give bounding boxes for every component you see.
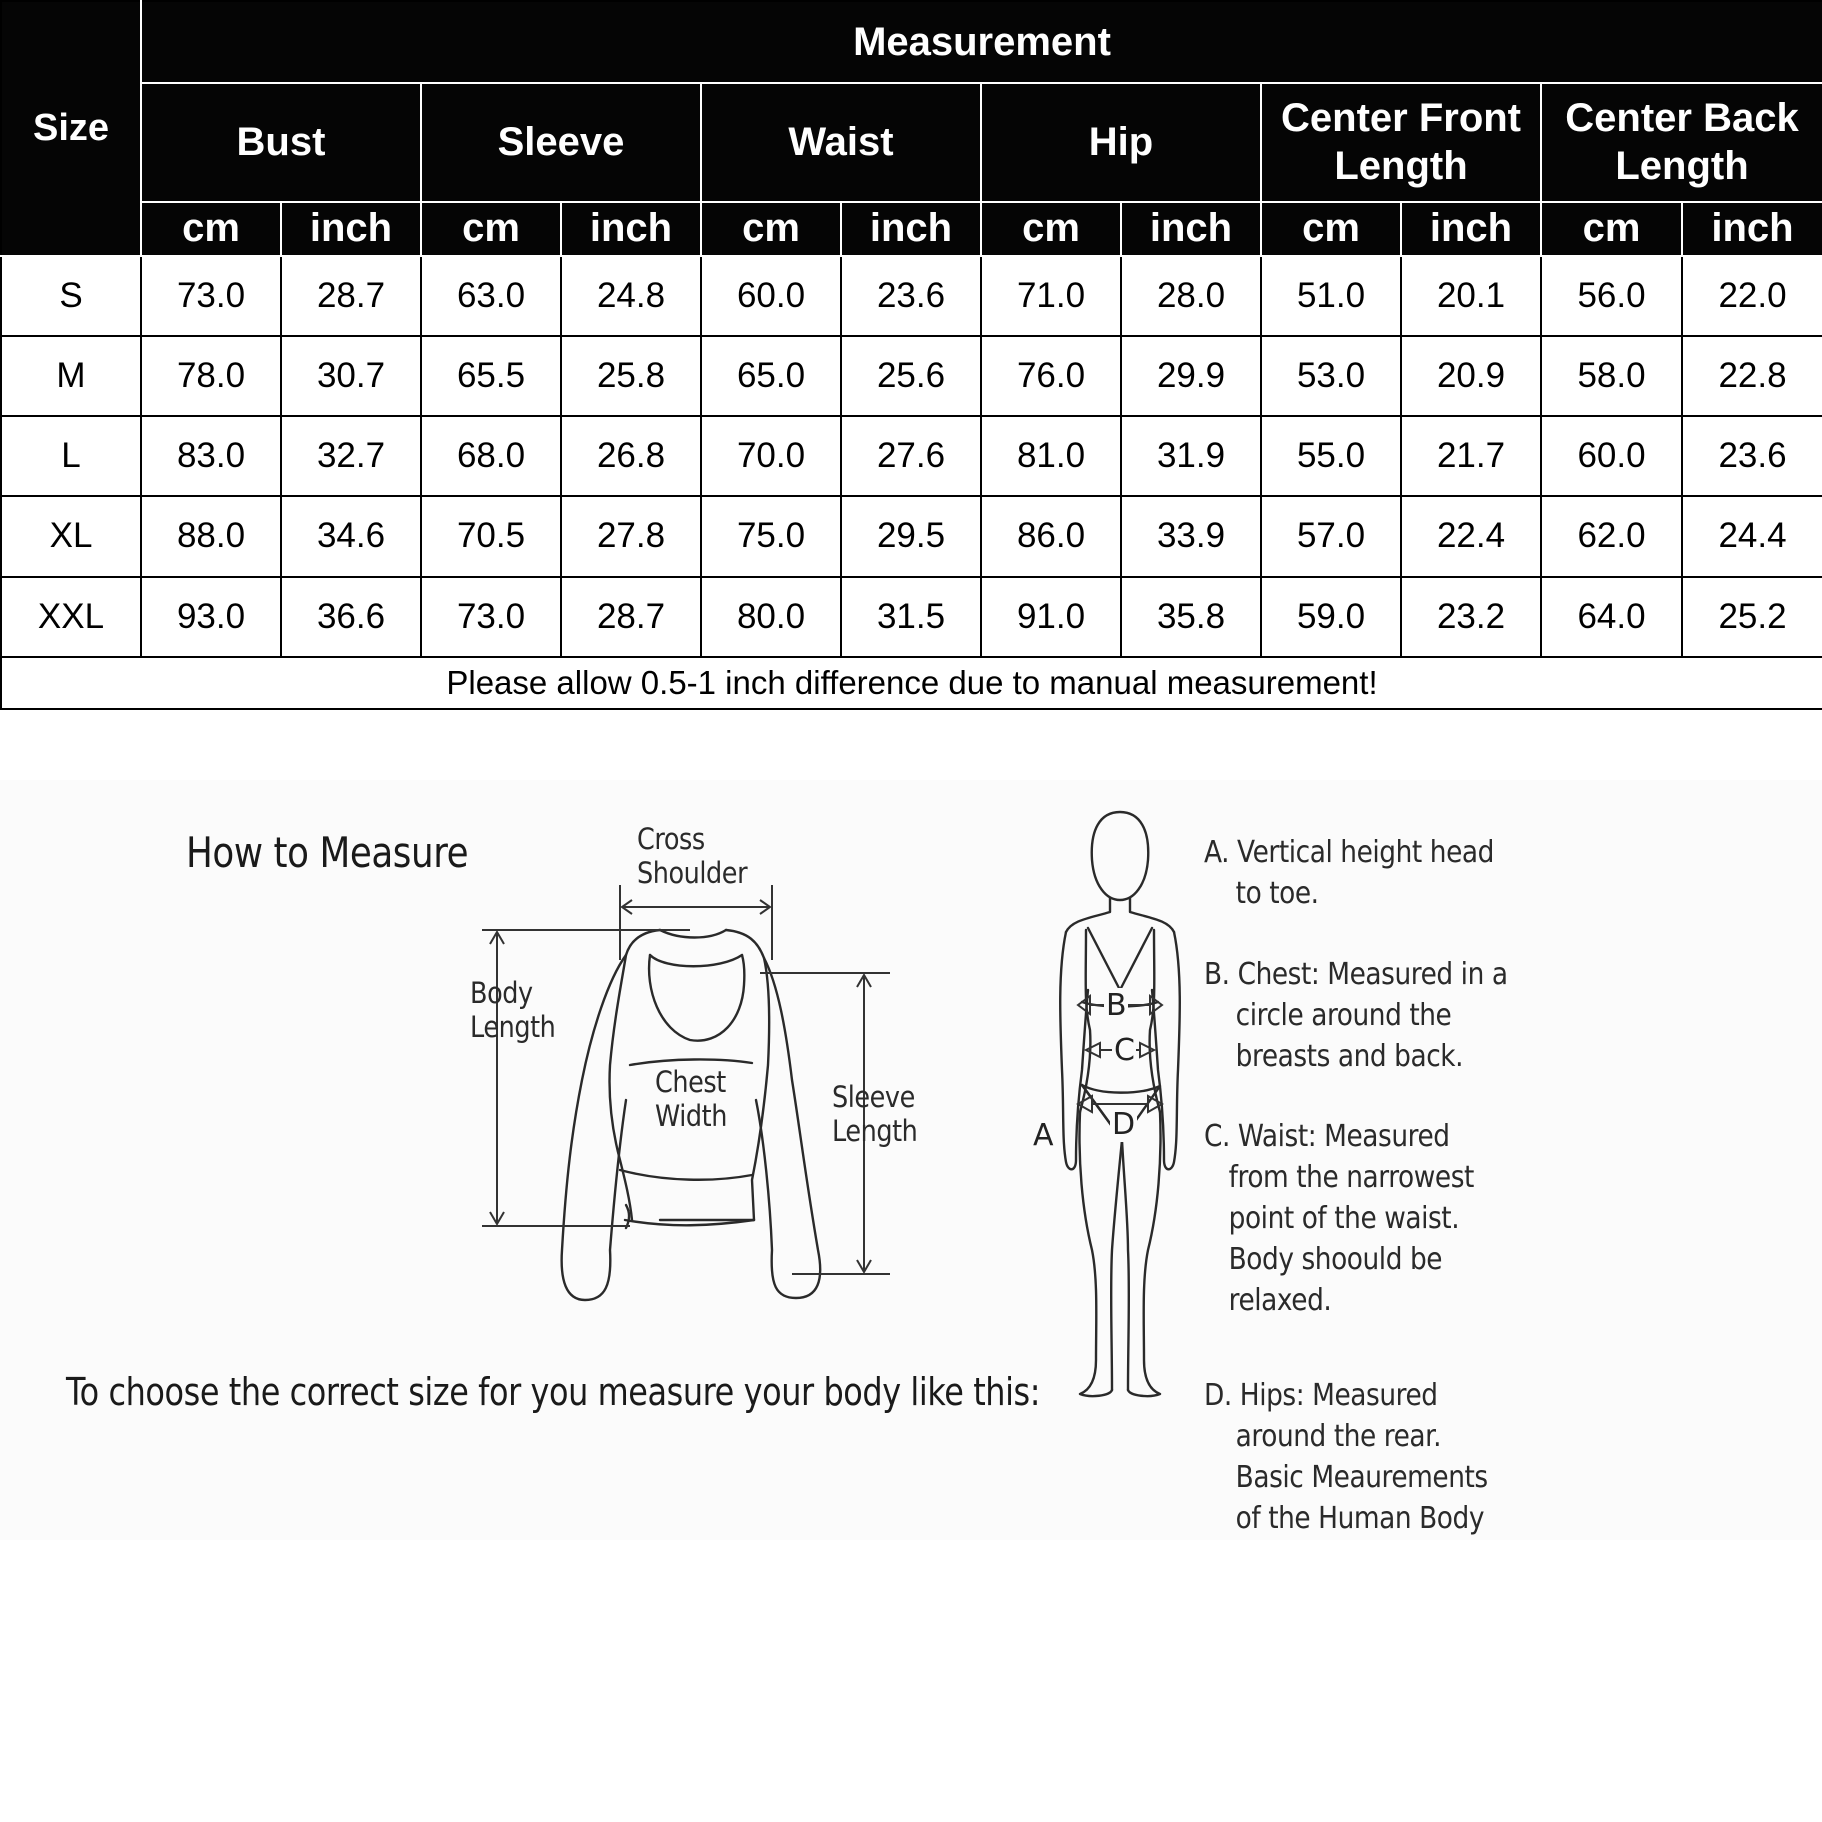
description-a: A. Vertical height head to toe.: [1204, 835, 1494, 911]
group-header-waist: Waist: [701, 83, 981, 201]
value-cell: 75.0: [701, 496, 841, 576]
unit-header-inch: inch: [1682, 202, 1822, 256]
unit-header-inch: inch: [1401, 202, 1541, 256]
description-d: D. Hips: Measured around the rear. Basic Meaurements of the Human Body: [1204, 1378, 1488, 1536]
value-cell: 78.0: [141, 336, 281, 416]
unit-header-cm: cm: [141, 202, 281, 256]
value-cell: 22.0: [1682, 256, 1822, 336]
value-cell: 86.0: [981, 496, 1121, 576]
description-b: B. Chest: Measured in a circle around the breasts and back.: [1204, 957, 1508, 1074]
how-to-measure-title: How to Measure: [186, 828, 469, 877]
value-cell: 27.6: [841, 416, 981, 496]
group-header-hip: Hip: [981, 83, 1261, 201]
value-cell: 29.5: [841, 496, 981, 576]
value-cell: 65.0: [701, 336, 841, 416]
group-header-row: [1, 83, 1822, 201]
value-cell: 23.6: [841, 256, 981, 336]
unit-header-row: [1, 202, 1822, 256]
value-cell: 88.0: [141, 496, 281, 576]
value-cell: 55.0: [1261, 416, 1401, 496]
group-header-bust: Bust: [141, 83, 421, 201]
value-cell: 70.0: [701, 416, 841, 496]
size-header: Size: [1, 1, 141, 256]
value-cell: 36.6: [281, 577, 421, 657]
body-letter-d: D: [1112, 1107, 1135, 1142]
value-cell: 23.2: [1401, 577, 1541, 657]
value-cell: 28.7: [281, 256, 421, 336]
value-cell: 29.9: [1121, 336, 1261, 416]
size-chart-table: [0, 0, 1822, 710]
value-cell: 73.0: [421, 577, 561, 657]
description-c: C. Waist: Measured from the narrowest point of the waist. Body shoould be relaxed.: [1204, 1119, 1474, 1318]
value-cell: 22.8: [1682, 336, 1822, 416]
unit-header-cm: cm: [981, 202, 1121, 256]
value-cell: 68.0: [421, 416, 561, 496]
value-cell: 22.4: [1401, 496, 1541, 576]
value-cell: 60.0: [701, 256, 841, 336]
group-header-center-front-length: Center Front Length: [1261, 83, 1541, 201]
value-cell: 80.0: [701, 577, 841, 657]
value-cell: 58.0: [1541, 336, 1682, 416]
unit-header-cm: cm: [1261, 202, 1401, 256]
value-cell: 31.9: [1121, 416, 1261, 496]
garment-diagram: [0, 780, 960, 1340]
value-cell: 53.0: [1261, 336, 1401, 416]
value-cell: 20.1: [1401, 256, 1541, 336]
unit-header-inch: inch: [841, 202, 981, 256]
size-cell: XXL: [1, 577, 141, 657]
body-letter-b: B: [1106, 988, 1127, 1023]
value-cell: 70.5: [421, 496, 561, 576]
choose-size-instruction: To choose the correct size for you measure your body like this:: [66, 1370, 1041, 1414]
unit-header-cm: cm: [1541, 202, 1682, 256]
body-letter-a: A: [1033, 1118, 1054, 1153]
how-to-measure-section: [0, 780, 1822, 1540]
size-cell: XL: [1, 496, 141, 576]
value-cell: 56.0: [1541, 256, 1682, 336]
value-cell: 83.0: [141, 416, 281, 496]
value-cell: 64.0: [1541, 577, 1682, 657]
body-length-label: Body Length: [470, 976, 556, 1044]
size-cell: L: [1, 416, 141, 496]
value-cell: 28.7: [561, 577, 701, 657]
table-row: [1, 336, 1822, 416]
size-cell: S: [1, 256, 141, 336]
body-letter-c: C: [1114, 1033, 1135, 1068]
table-row: [1, 496, 1822, 576]
value-cell: 31.5: [841, 577, 981, 657]
unit-header-inch: inch: [1121, 202, 1261, 256]
value-cell: 30.7: [281, 336, 421, 416]
unit-header-cm: cm: [421, 202, 561, 256]
table-row: [1, 416, 1822, 496]
chest-width-label: Chest Width: [655, 1065, 727, 1133]
value-cell: 25.2: [1682, 577, 1822, 657]
cross-shoulder-label: Cross Shoulder: [637, 822, 748, 890]
table-row: [1, 577, 1822, 657]
value-cell: 26.8: [561, 416, 701, 496]
value-cell: 24.4: [1682, 496, 1822, 576]
value-cell: 35.8: [1121, 577, 1261, 657]
value-cell: 25.8: [561, 336, 701, 416]
value-cell: 60.0: [1541, 416, 1682, 496]
measurement-note: Please allow 0.5-1 inch difference due to manual measurement!: [1, 657, 1822, 709]
value-cell: 34.6: [281, 496, 421, 576]
group-header-sleeve: Sleeve: [421, 83, 701, 201]
unit-header-inch: inch: [561, 202, 701, 256]
value-cell: 62.0: [1541, 496, 1682, 576]
value-cell: 20.9: [1401, 336, 1541, 416]
value-cell: 93.0: [141, 577, 281, 657]
value-cell: 27.8: [561, 496, 701, 576]
value-cell: 21.7: [1401, 416, 1541, 496]
value-cell: 91.0: [981, 577, 1121, 657]
size-cell: M: [1, 336, 141, 416]
value-cell: 33.9: [1121, 496, 1261, 576]
unit-header-cm: cm: [701, 202, 841, 256]
value-cell: 76.0: [981, 336, 1121, 416]
value-cell: 57.0: [1261, 496, 1401, 576]
table-row: [1, 256, 1822, 336]
value-cell: 25.6: [841, 336, 981, 416]
unit-header-inch: inch: [281, 202, 421, 256]
value-cell: 51.0: [1261, 256, 1401, 336]
value-cell: 59.0: [1261, 577, 1401, 657]
group-header-center-back-length: Center Back Length: [1541, 83, 1822, 201]
value-cell: 65.5: [421, 336, 561, 416]
value-cell: 32.7: [281, 416, 421, 496]
value-cell: 24.8: [561, 256, 701, 336]
value-cell: 71.0: [981, 256, 1121, 336]
value-cell: 73.0: [141, 256, 281, 336]
size-rows: [1, 256, 1822, 657]
sleeve-length-label: Sleeve Length: [832, 1080, 918, 1148]
value-cell: 23.6: [1682, 416, 1822, 496]
measurement-header: Measurement: [141, 1, 1822, 83]
value-cell: 81.0: [981, 416, 1121, 496]
value-cell: 63.0: [421, 256, 561, 336]
value-cell: 28.0: [1121, 256, 1261, 336]
